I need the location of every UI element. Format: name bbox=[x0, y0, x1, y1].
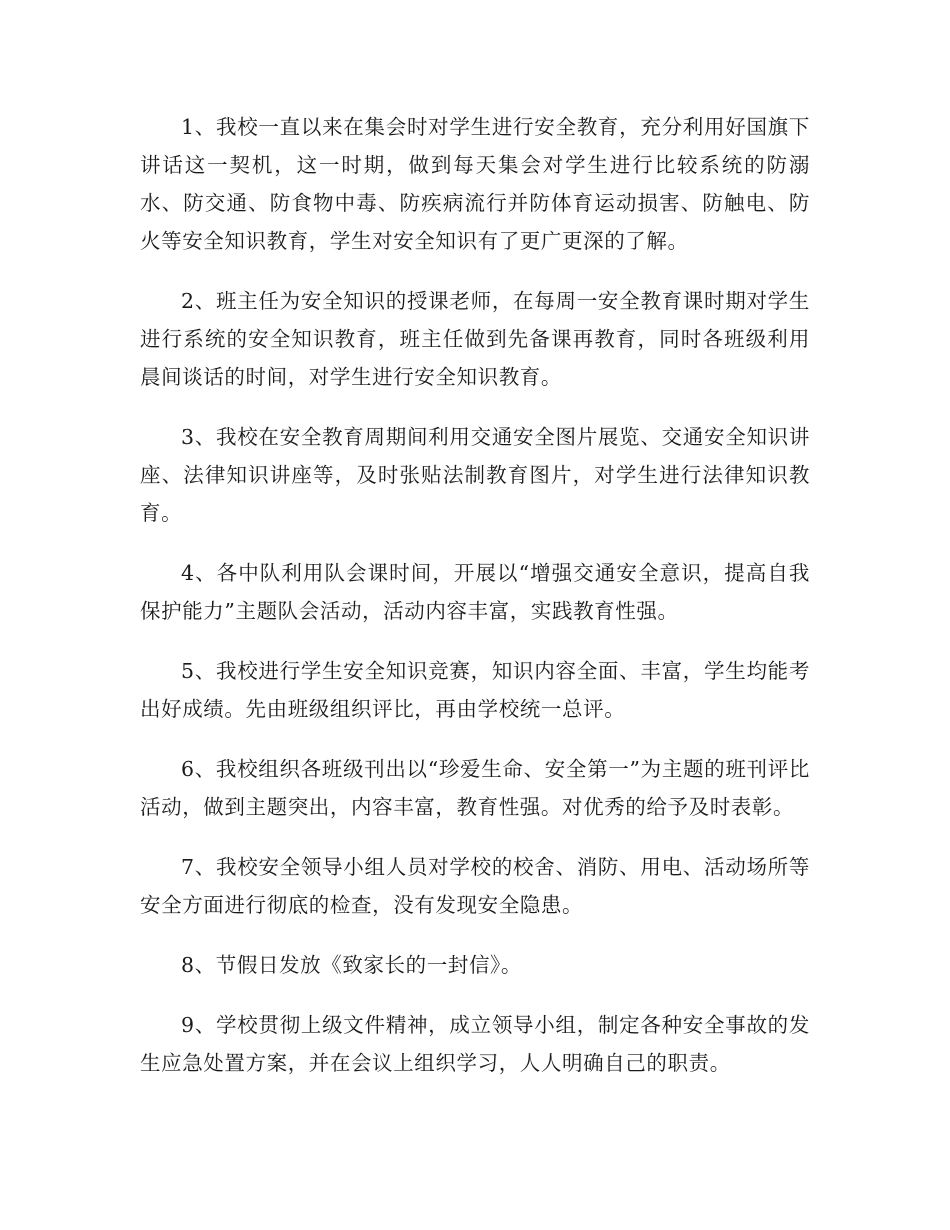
paragraph-2: 2、班主任为安全知识的授课老师，在每周一安全教育课时期对学生进行系统的安全知识教育，班主任做到先备课再教育，同时各班级利用晨间谈话的时间，对学生进行安全知识教育。 bbox=[140, 289, 810, 389]
paragraph-9: 9、学校贯彻上级文件精神，成立领导小组，制定各种安全事故的发生应急处置方案，并在会议上组织学习，人人明确自己的职责。 bbox=[140, 1013, 810, 1075]
paragraph-8: 8、节假日发放《致家长的一封信》。 bbox=[181, 953, 522, 977]
paragraph-5: 5、我校进行学生安全知识竞赛，知识内容全面、丰富，学生均能考出好成绩。先由班级组织评比，再由学校统一总评。 bbox=[140, 659, 810, 721]
paragraph-7: 7、我校安全领导小组人员对学校的校舍、消防、用电、活动场所等安全方面进行彻底的检查，没有发现安全隐患。 bbox=[140, 855, 810, 917]
paragraph-3: 3、我校在安全教育周期间利用交通安全图片展览、交通安全知识讲座、法律知识讲座等，及时张贴法制教育图片，对学生进行法律知识教育。 bbox=[140, 425, 810, 525]
document-body bbox=[140, 108, 810, 1104]
paragraph-6: 6、我校组织各班级刊出以“珍爱生命、安全第一”为主题的班刊评比活动，做到主题突出，内容丰富，教育性强。对优秀的给予及时表彰。 bbox=[140, 757, 810, 819]
paragraph-4: 4、各中队利用队会课时间，开展以“增强交通安全意识，提高自我保护能力”主题队会活动，活动内容丰富，实践教育性强。 bbox=[140, 561, 810, 623]
paragraph-1: 1、我校一直以来在集会时对学生进行安全教育，充分利用好国旗下讲话这一契机，这一时期，做到每天集会对学生进行比较系统的防溺水、防交通、防食物中毒、防疾病流行并防体育运动损害、防触电、防火等安全知识教育，学生对安全知识有了更广更深的了解。 bbox=[140, 115, 810, 253]
